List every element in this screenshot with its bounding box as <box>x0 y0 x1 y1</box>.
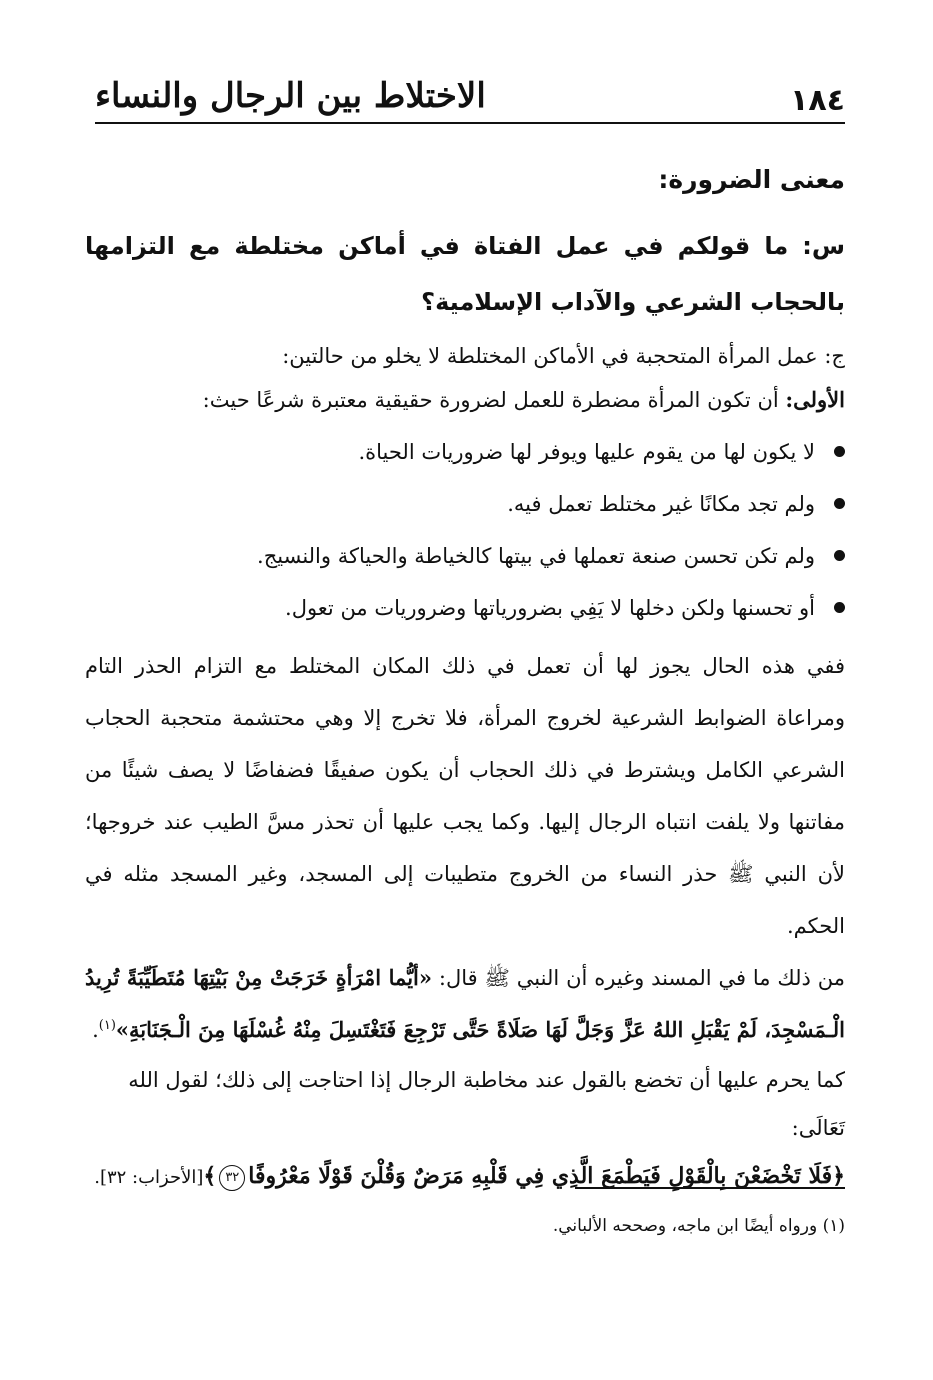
footnote-marker: (١) <box>98 1018 116 1033</box>
running-head: الاختلاط بين الرجال والنساء <box>95 76 486 116</box>
main-paragraph: ففي هذه الحال يجوز لها أن تعمل في ذلك المكان المختلط مع التزام الحذر التام ومراعاة الضوابط الشرعية لخروج المرأة، فلا تخرج إلا وهي محتشمة متحجبة الحجاب الشرعي الكامل ويشترط في ذلك الحجاب أن يكون صفيقًا فضفاضًا لا يصف شيئًا من مفاتنها ولا يلفت انتباه الرجال إليها. وكما يجب عليها أن تحذر مسَّ الطيب عند خروجها؛ لأن النبي ﷺ حذر النساء من الخروج متطيبات إلى المسجد، وغير المسجد مثله في الحكم. <box>85 654 845 938</box>
verse-reference: [الأحزاب: ٣٢]. <box>94 1167 204 1188</box>
verse-intro: كما يحرم عليها أن تخضع بالقول عند مخاطبة الرجال إذا احتاجت إلى ذلك؛ لقول الله تَعَالَى: <box>128 1068 845 1140</box>
hadith-tail: . <box>92 1018 99 1042</box>
answer-intro: ج: عمل المرأة المتحجبة في الأماكن المختلطة لا يخلو من حالتين: <box>282 344 845 368</box>
list-item <box>85 582 845 634</box>
bullet-icon <box>834 446 845 457</box>
page-number: ١٨٤ <box>790 83 845 118</box>
bullet-icon <box>834 498 845 509</box>
list-item-text: لا يكون لها من يقوم عليها ويوفر لها ضروريات الحياة. <box>358 440 815 464</box>
list-item-text: ولم تكن تحسن صنعة تعملها في بيتها كالخياطة والحياكة والنسيج. <box>257 544 815 568</box>
list-item-text: ولم تجد مكانًا غير مختلط تعمل فيه. <box>507 492 815 516</box>
page-header <box>95 70 845 130</box>
first-case-label: الأولى: <box>785 387 845 412</box>
verse-close: ﴾ <box>203 1163 217 1189</box>
quran-verse: ﴿فَلَا تَخْضَعْنَ بِالْقَوْلِ فَيَطْمَعَ الَّذِي فِي قَلْبِهِ مَرَضٌ وَقُلْنَ قَوْلًا مَعْرُوفًا <box>248 1163 845 1189</box>
list-item <box>85 426 845 478</box>
hadith-intro: من ذلك ما في المسند وغيره أن النبي ﷺ قال: <box>432 966 845 990</box>
list-item-text: أو تحسنها ولكن دخلها لا يَفِي بضرورياتها وضروريات من تعول. <box>285 596 815 620</box>
bullet-icon <box>834 602 845 613</box>
list-item <box>85 478 845 530</box>
list-item <box>85 530 845 582</box>
conditions-list <box>85 426 845 634</box>
verse-number-icon: ٣٢ <box>219 1165 245 1191</box>
verse-paragraph <box>85 1152 845 1202</box>
page-body <box>85 160 845 1202</box>
hadith-paragraph <box>85 952 845 1056</box>
header-rule <box>95 122 845 124</box>
bullet-icon <box>834 550 845 561</box>
hadith-quote: «أيُّما امْرَأةٍ خَرَجَتْ مِنْ بَيْتِهَا مُتَطَيِّبَةً تُرِيدُ الْـمَسْجِدَ، لَمْ يَقْبَلِ اللهُ عَزَّ وَجَلَّ لَهَا صَلَاةً حَتَّى تَرْجِعَ فَتَغْتَسِلَ مِنْهُ غُسْلَهَا مِنَ الْـجَنَابَةِ» <box>85 965 845 1042</box>
first-case-text: أن تكون المرأة مضطرة للعمل لضرورة حقيقية معتبرة شرعًا حيث: <box>202 388 786 412</box>
question-paragraph: س: ما قولكم في عمل الفتاة في أماكن مختلطة مع التزامها بالحجاب الشرعي والآداب الإسلامية؟ <box>85 232 845 316</box>
footnote: (١) ورواه أيضًا ابن ماجه، وصححه الألباني. <box>552 1216 845 1236</box>
section-heading: معنى الضرورة: <box>658 165 845 194</box>
footnote-rule <box>575 1187 845 1189</box>
answer-first-case <box>85 378 845 422</box>
